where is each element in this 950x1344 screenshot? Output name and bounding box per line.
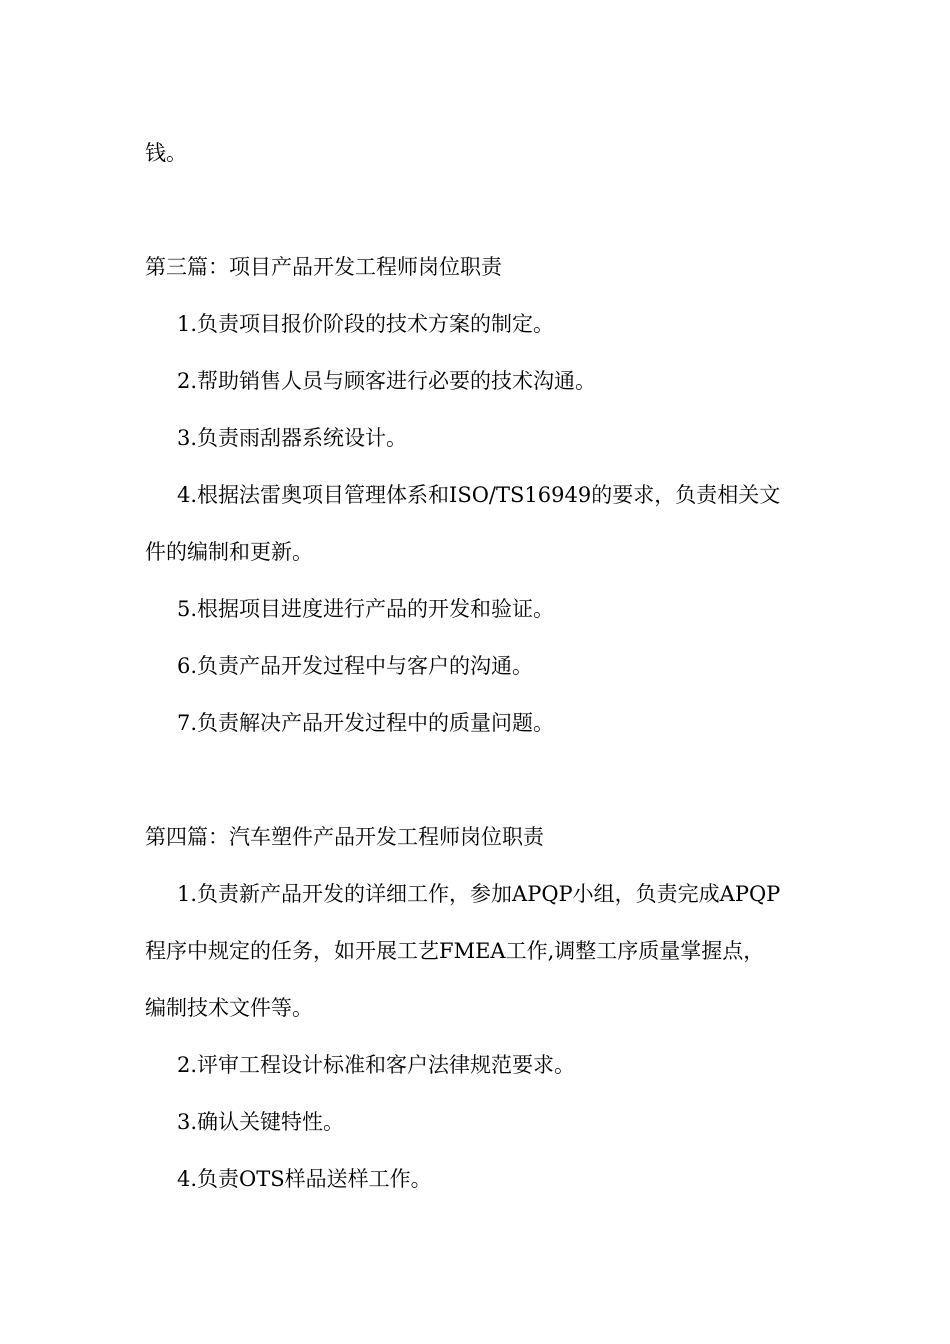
section-4-item-4: 4.负责OTS样品送样工作。	[177, 1167, 432, 1191]
section-4-item-1-end: 编制技术文件等。	[145, 996, 313, 1020]
section-3-heading: 第三篇：项目产品开发工程师岗位职责	[145, 255, 502, 279]
section-3-item-3: 3.负责雨刮器系统设计。	[177, 426, 408, 450]
section-3-item-2: 2.帮助销售人员与顾客进行必要的技术沟通。	[177, 369, 597, 393]
section-4-item-1: 1.负责新产品开发的详细工作，参加APQP小组，负责完成APQP	[177, 882, 781, 906]
section-3-item-6: 6.负责产品开发过程中与客户的沟通。	[177, 654, 534, 678]
section-3-item-4: 4.根据法雷奥项目管理体系和ISO/TS16949的要求，负责相关文	[177, 483, 781, 507]
section-3-item-4-continued: 件的编制和更新。	[145, 540, 313, 564]
section-4-item-1-continued: 程序中规定的任务，如开展工艺FMEA工作,调整工序质量掌握点，	[145, 939, 765, 963]
section-3-item-1: 1.负责项目报价阶段的技术方案的制定。	[177, 312, 555, 336]
section-3-item-5: 5.根据项目进度进行产品的开发和验证。	[177, 597, 555, 621]
section-4-heading: 第四篇：汽车塑件产品开发工程师岗位职责	[145, 825, 544, 849]
section-4-item-2: 2.评审工程设计标准和客户法律规范要求。	[177, 1053, 576, 1077]
section-3-item-7: 7.负责解决产品开发过程中的质量问题。	[177, 711, 555, 735]
previous-section-tail: 钱。	[145, 141, 187, 165]
section-4-item-3: 3.确认关键特性。	[177, 1110, 345, 1134]
